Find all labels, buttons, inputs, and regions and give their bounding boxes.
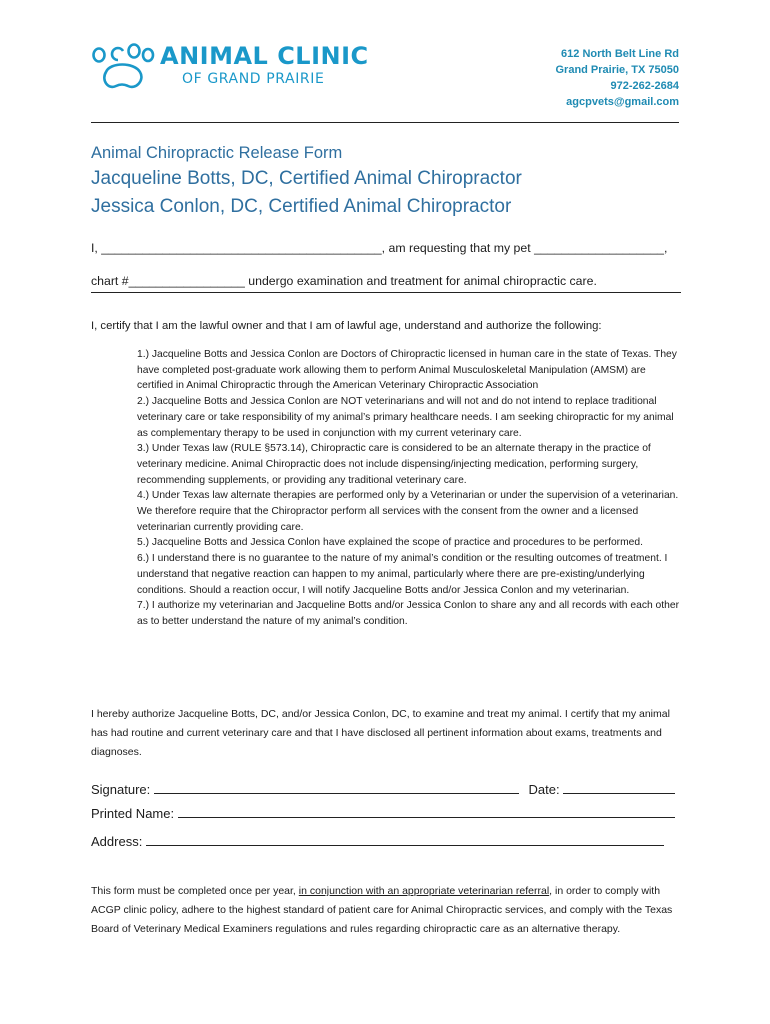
clause-2: 2.) Jacqueline Botts and Jessica Conlon are NOT veterinarians and will not and do not intend to replace traditional veterinary care or take responsibility of my animal’s primary healthcare needs. I am seeking chiropractic for my animal as complementary therapy to be used in conjunction with my current veterinary care. [137, 396, 674, 439]
signature-label: Signature: [91, 782, 151, 797]
footer-note [91, 882, 683, 939]
certify-intro: I, certify that I am the lawful owner and that I am of lawful age, understand and authorize the following: [91, 320, 602, 332]
chiropractor-2: Jessica Conlon, DC, Certified Animal Chiropractor [91, 196, 512, 217]
address-line-2: Grand Prairie, TX 75050 [555, 64, 679, 76]
clause-5: 5.) Jacqueline Botts and Jessica Conlon have explained the scope of practice and procedures to be performed. [137, 537, 644, 549]
header-divider [91, 122, 679, 123]
chart-number-line[interactable]: chart #_________________ undergo examination and treatment for animal chiropractic care. [91, 274, 597, 288]
address-row [91, 832, 664, 849]
printed-name-field[interactable] [178, 804, 675, 818]
printed-name-row [91, 804, 675, 821]
address-label: Address: [91, 834, 143, 849]
signature-field[interactable] [154, 780, 519, 794]
clause-3: 3.) Under Texas law (RULE §573.14), Chiropractic care is considered to be an alternate therapy in the practice of veterinary medicine. Animal Chiropractic does not include dispensing/injecting medication, performing surgery, recommending supplements, or providing any traditional veterinary care. [137, 443, 651, 486]
printed-name-label: Printed Name: [91, 806, 175, 821]
owner-pet-line[interactable]: I, _________________________________________, am requesting that my pet ___________________, [91, 241, 668, 255]
footer-text-end: , in order to comply with ACGP clinic policy, adhere to the highest standard of patient care for Animal Chiropractic services, and comply with the Texas Board of Veterinary Medical Examiners regulations and rules regarding chiropractic care as an alternative therapy. [91, 885, 673, 935]
clause-7: 7.) I authorize my veterinarian and Jacqueline Botts and/or Jessica Conlon to share any and all records with each other as to better understand the nature of my animal’s condition. [137, 600, 680, 627]
authorization-paragraph: I hereby authorize Jacqueline Botts, DC, and/or Jessica Conlon, DC, to examine and treat my animal. I certify that my animal has had routine and current veterinary care and that I have disclosed all pertinent information about exams, treatments and diagnoses. [91, 708, 670, 758]
address-line-1: 612 North Belt Line Rd [561, 48, 679, 60]
signature-row [91, 780, 675, 797]
clause-4: 4.) Under Texas law alternate therapies are performed only by a Veterinarian or under the supervision of a veterinarian. We therefore require that the Chiropractor perform all services with the consent from the owner and a licensed veterinarian currently providing care. [137, 490, 679, 533]
clinic-name: ANIMAL CLINIC [160, 42, 369, 70]
section-divider [91, 292, 681, 293]
date-field[interactable] [563, 780, 675, 794]
paw-logo-icon [90, 40, 158, 96]
date-label: Date: [528, 782, 560, 797]
clinic-contact [555, 46, 679, 110]
address-field[interactable] [146, 832, 664, 846]
form-title: Animal Chiropractic Release Form [91, 144, 343, 162]
clauses-list [137, 347, 682, 630]
clause-6: 6.) I understand there is no guarantee to the nature of my animal’s condition or the resulting outcomes of treatment. I understand that negative reaction can happen to my animal, particularly where there are pre-existing/underlying conditions. Should a reaction occur, I will notify Jacqueline Botts and/or Jessica Conlon and my veterinarian. [137, 553, 668, 596]
clause-1: 1.) Jacqueline Botts and Jessica Conlon are Doctors of Chiropractic licensed in human care in the state of Texas. They have completed post-graduate work allowing them to perform Animal Musculoskeletal Manipulation (AMSM) are certified in Animal Chiropractic through the American Veterinary Chiropractic Association [137, 349, 677, 392]
clinic-subtitle: OF GRAND PRAIRIE [182, 71, 325, 87]
clinic-logo [90, 40, 369, 100]
email-address[interactable]: agcpvets@gmail.com [566, 96, 679, 108]
phone-number[interactable]: 972-262-2684 [610, 80, 679, 92]
chiropractor-1: Jacqueline Botts, DC, Certified Animal Chiropractor [91, 168, 522, 189]
footer-text-start: This form must be completed once per year, [91, 885, 299, 897]
footer-referral-requirement: in conjunction with an appropriate veterinarian referral [298, 885, 550, 897]
